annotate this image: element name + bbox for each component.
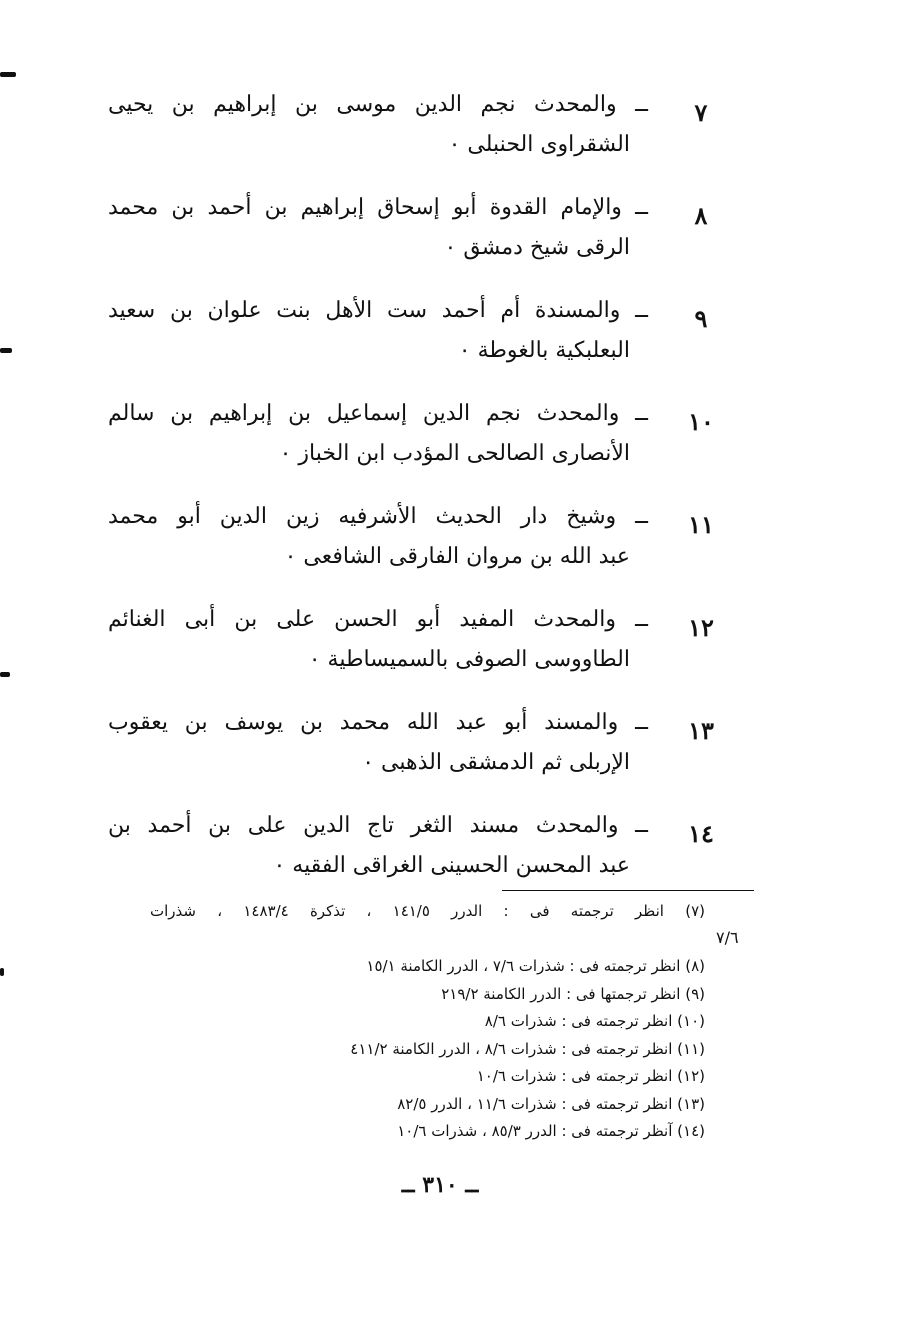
entry-item	[110, 696, 730, 799]
footnote-9: (٩) انظر ترجمتها فى : الدرر الكامنة ٢١٩/٢	[441, 984, 705, 1003]
scan-edge-mark	[0, 672, 10, 677]
entry-number: ٨	[694, 201, 708, 230]
entry-item	[110, 181, 730, 284]
entry-item	[110, 490, 730, 593]
footnote-11: (١١) انظر ترجمته فى : شذرات ٨/٦ ، الدرر الكامنة ٤١١/٢	[350, 1039, 705, 1058]
footnote-14: (١٤) آنظر ترجمته فى : الدرر ٨٥/٣ ، شذرات ١٠/٦	[397, 1122, 705, 1140]
entry-item	[110, 78, 730, 181]
entry-item	[110, 387, 730, 490]
entry-number: ١٢	[688, 613, 714, 642]
entry-line-2: الأنصارى الصالحى المؤدب ابن الخباز ٠	[279, 441, 630, 466]
entry-item	[110, 284, 730, 387]
footnote-7: (٧) انظر ترجمته فى : الدرر ١٤١/٥ ، تذكرة ١٤٨٣/٤ ، شذرات	[150, 902, 705, 920]
footnote-spacer	[150, 926, 705, 954]
entry-line-1: ــ والمسند أبو عبد الله محمد بن يوسف بن يعقوب	[108, 710, 648, 735]
footnotes	[150, 898, 705, 1146]
entry-line-2: البعلبكية بالغوطة ٠	[458, 338, 630, 363]
entry-number: ١٤	[688, 819, 714, 848]
entry-item	[110, 799, 730, 902]
entry-line-1: ــ وشيخ دار الحديث الأشرفيه زين الدين أبو محمد	[108, 504, 648, 529]
entry-number: ١١	[688, 510, 714, 539]
entry-line-2: عبد المحسن الحسينى الغراقى الفقيه ٠	[273, 853, 630, 878]
entry-line-1: ــ والمحدث مسند الثغر تاج الدين على بن أحمد بن	[108, 813, 648, 838]
entry-item	[110, 593, 730, 696]
entry-line-1: ــ والإمام القدوة أبو إسحاق إبراهيم بن أحمد بن محمد	[108, 195, 648, 220]
entry-line-2: عبد الله بن مروان الفارقى الشافعى ٠	[284, 544, 630, 569]
entry-number: ١٠	[688, 407, 714, 436]
footnote-7-continuation: ٧/٦	[716, 928, 739, 947]
entry-number: ٩	[694, 304, 708, 333]
scan-edge-mark	[0, 72, 16, 77]
footnote-10: (١٠) انظر ترجمته فى : شذرات ٨/٦	[484, 1012, 705, 1030]
footnote-8: (٨) انظر ترجمته فى : شذرات ٧/٦ ، الدرر الكامنة ١٥/١	[366, 957, 705, 975]
entry-number: ١٣	[688, 716, 714, 745]
entry-line-2: الطاووسى الصوفى بالسميساطية ٠	[308, 647, 630, 672]
scan-edge-mark	[0, 968, 4, 976]
scan-edge-mark	[0, 348, 12, 353]
entry-line-2: الإربلى ثم الدمشقى الذهبى ٠	[362, 750, 630, 775]
entry-line-2: الشقراوى الحنبلى ٠	[448, 132, 630, 157]
entry-line-1: ــ والمحدث المفيد أبو الحسن على بن أبى الغنائم	[108, 607, 648, 632]
entry-list	[110, 78, 730, 902]
footnote-12: (١٢) انظر ترجمته فى : شذرات ١٠/٦	[476, 1067, 705, 1085]
page-number: ــ ٣١٠ ــ	[401, 1172, 479, 1198]
entry-line-2: الرقى شيخ دمشق ٠	[444, 235, 630, 260]
entry-line-1: ــ والمسندة أم أحمد ست الأهل بنت علوان بن سعيد	[108, 298, 648, 323]
entry-line-1: ــ والمحدث نجم الدين إسماعيل بن إبراهيم بن سالم	[108, 401, 648, 426]
footnote-13: (١٣) انظر ترجمته فى : شذرات ١١/٦ ، الدرر ٨٢/٥	[397, 1094, 705, 1113]
entry-line-1: ــ والمحدث نجم الدين موسى بن إبراهيم بن يحيى	[108, 92, 648, 117]
footnote-divider	[502, 890, 754, 891]
entry-number: ٧	[694, 98, 708, 127]
